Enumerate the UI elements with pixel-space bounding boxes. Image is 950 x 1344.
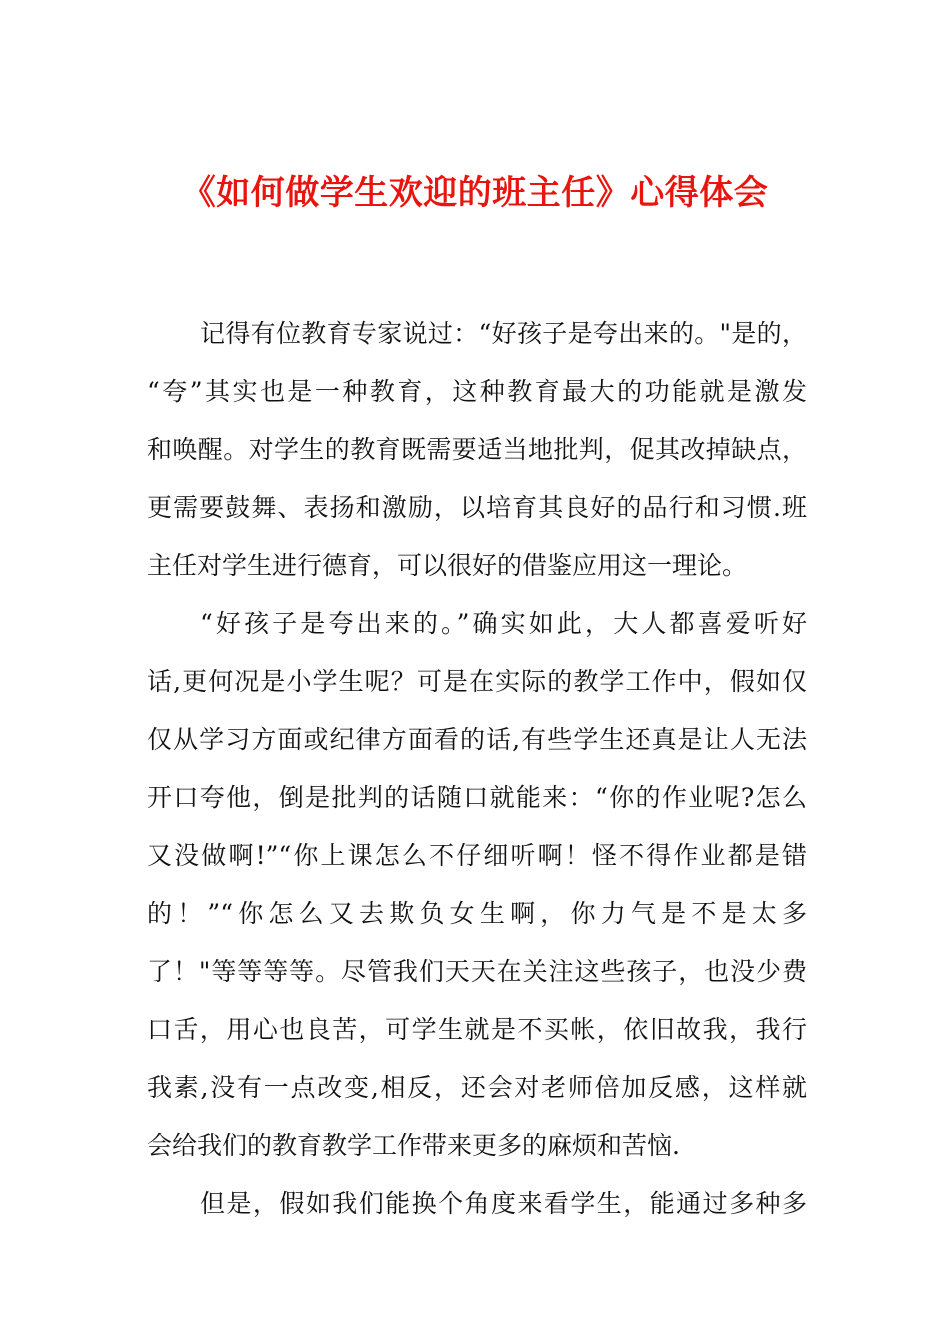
paragraph-2-line-6: 的！”“你怎么又去欺负女生啊，你力气是不是太多 bbox=[147, 899, 807, 928]
paragraph-2-line-8: 口舌，用心也良苦，可学生就是不买帐，依旧故我，我行 bbox=[147, 1015, 807, 1044]
paragraph-2-line-4: 开口夸他，倒是批判的话随口就能来：“你的作业呢?怎么 bbox=[147, 783, 807, 812]
paragraph-1-line-1: 记得有位教育专家说过：“好孩子是夸出来的。"是的， bbox=[200, 319, 807, 348]
paragraph-1-line-4: 更需要鼓舞、表扬和激励，以培育其良好的品行和习惯.班 bbox=[147, 493, 807, 522]
paragraph-2-line-2: 话,更何况是小学生呢？可是在实际的教学工作中，假如仅 bbox=[147, 667, 807, 696]
paragraph-2-line-3: 仅从学习方面或纪律方面看的话,有些学生还真是让人无法 bbox=[147, 725, 807, 754]
paragraph-2-line-9: 我素,没有一点改变,相反，还会对老师倍加反感，这样就 bbox=[147, 1073, 807, 1102]
paragraph-2-line-10: 会给我们的教育教学工作带来更多的麻烦和苦恼. bbox=[147, 1131, 680, 1160]
paragraph-1-line-3: 和唤醒。对学生的教育既需要适当地批判，促其改掉缺点， bbox=[147, 435, 807, 464]
document-title: 《如何做学生欢迎的班主任》心得体会 bbox=[181, 173, 769, 213]
paragraph-2-line-1: “好孩子是夸出来的。”确实如此，大人都喜爱听好 bbox=[200, 609, 807, 638]
paragraph-1-line-2: “夸”其实也是一种教育，这种教育最大的功能就是激发 bbox=[147, 377, 807, 406]
paragraph-2-line-7: 了！"等等等等。尽管我们天天在关注这些孩子，也没少费 bbox=[147, 957, 807, 986]
paragraph-3-line-1: 但是，假如我们能换个角度来看学生，能通过多种多 bbox=[200, 1189, 807, 1218]
paragraph-1-line-5: 主任对学生进行德育，可以很好的借鉴应用这一理论。 bbox=[147, 551, 748, 580]
paragraph-2-line-5: 又没做啊!”“你上课怎么不仔细听啊！怪不得作业都是错 bbox=[147, 841, 807, 870]
